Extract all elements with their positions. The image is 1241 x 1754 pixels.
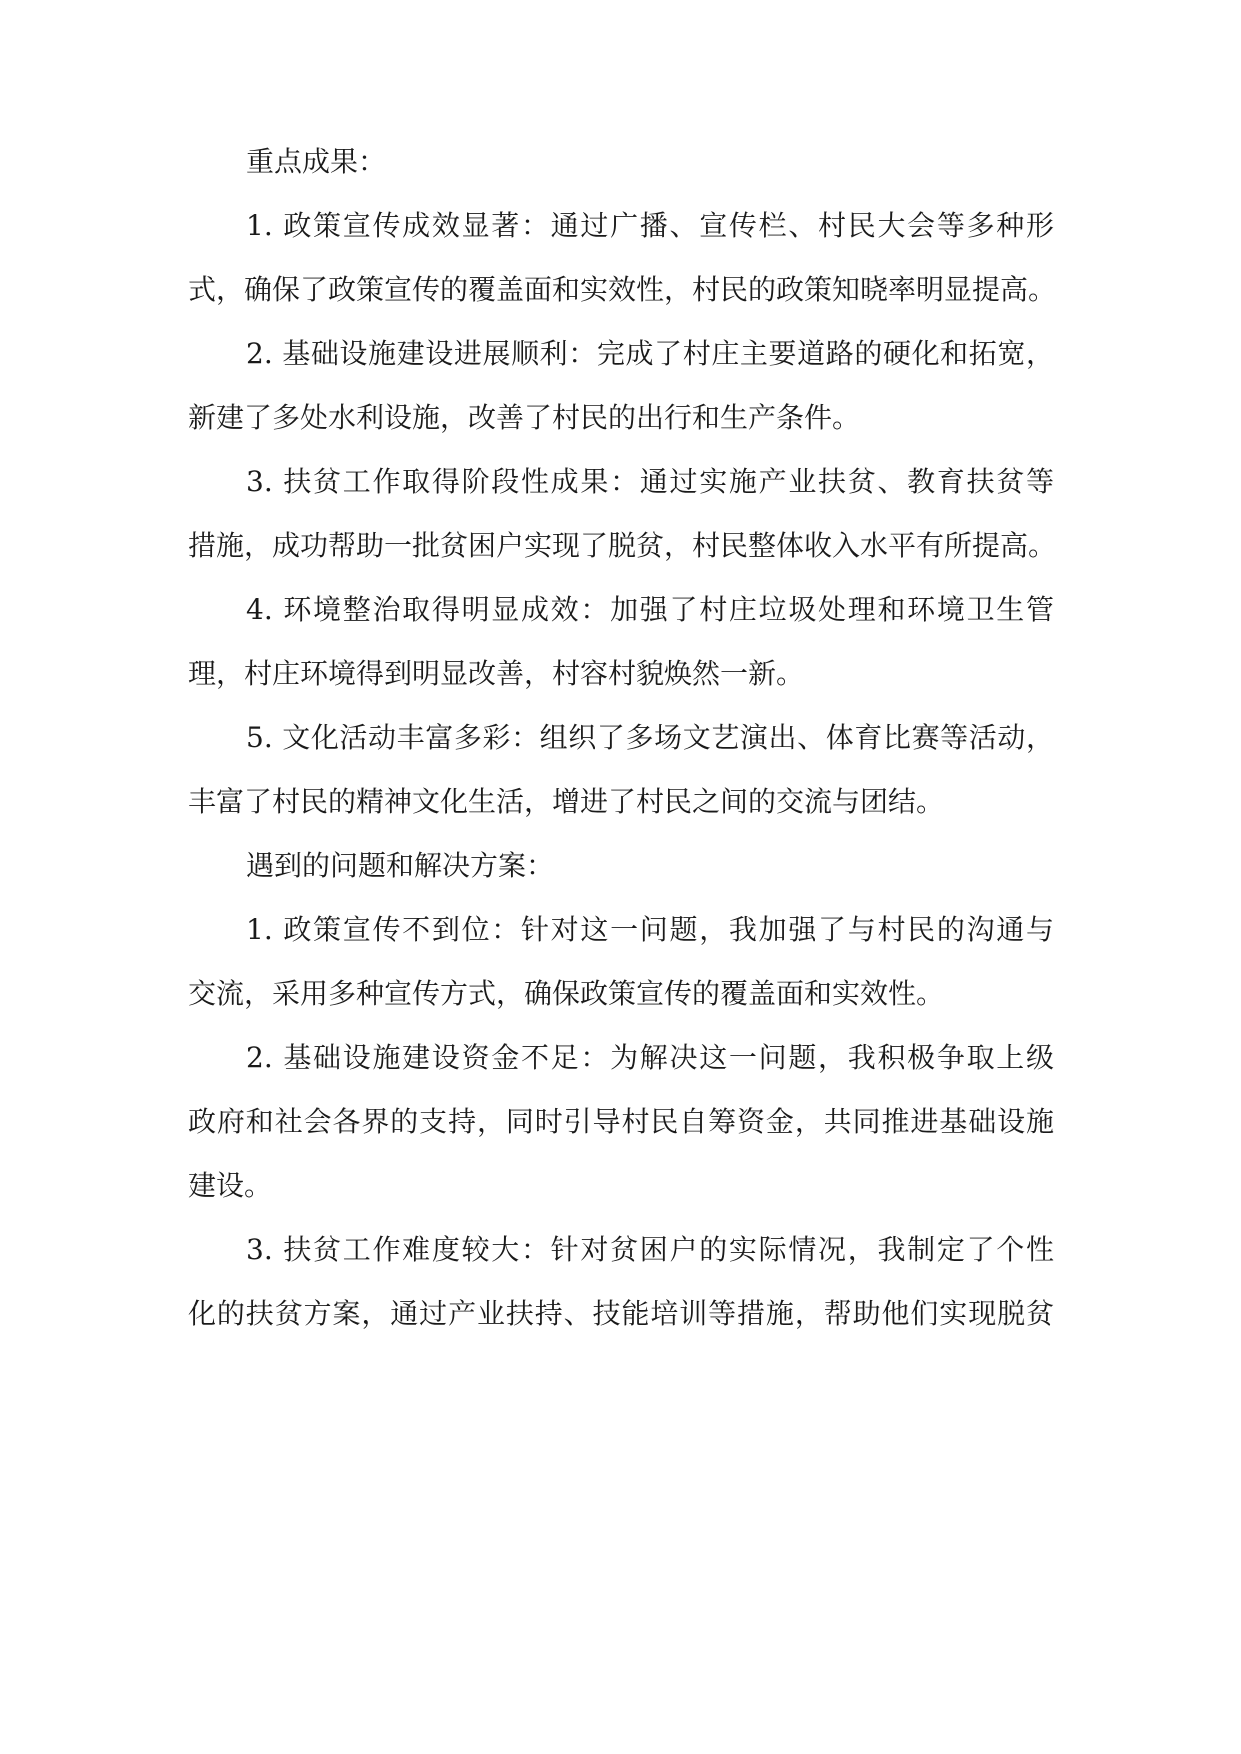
paragraph-line: 丰富了村民的精神文化生活，增进了村民之间的交流与团结。 (188, 785, 945, 818)
heading-problems-solutions: 遇到的问题和解决方案： (246, 849, 555, 882)
paragraph-line: 政府和社会各界的支持，同时引导村民自筹资金，共同推进基础设施 (188, 1105, 1054, 1138)
paragraph-line: 3. 扶贫工作难度较大：针对贫困户的实际情况，我制定了个性 (246, 1233, 1054, 1266)
paragraph-line: 交流，采用多种宣传方式，确保政策宣传的覆盖面和实效性。 (188, 977, 945, 1010)
paragraph-line: 5. 文化活动丰富多彩：组织了多场文艺演出、体育比赛等活动， (246, 721, 1054, 754)
paragraph-line: 4. 环境整治取得明显成效：加强了村庄垃圾处理和环境卫生管 (246, 593, 1054, 626)
paragraph-line: 新建了多处水利设施，改善了村民的出行和生产条件。 (188, 401, 861, 434)
paragraph-line: 化的扶贫方案，通过产业扶持、技能培训等措施，帮助他们实现脱贫 (188, 1297, 1054, 1330)
heading-key-results: 重点成果： (246, 145, 387, 178)
paragraph-line: 1. 政策宣传成效显著：通过广播、宣传栏、村民大会等多种形 (246, 209, 1054, 242)
paragraph-line: 3. 扶贫工作取得阶段性成果：通过实施产业扶贫、教育扶贫等 (246, 465, 1054, 498)
paragraph-line: 措施，成功帮助一批贫困户实现了脱贫，村民整体收入水平有所提高。 (188, 529, 1057, 562)
paragraph-line: 2. 基础设施建设资金不足：为解决这一问题，我积极争取上级 (246, 1041, 1054, 1074)
paragraph-line: 1. 政策宣传不到位：针对这一问题，我加强了与村民的沟通与 (246, 913, 1054, 946)
paragraph-line: 式，确保了政策宣传的覆盖面和实效性，村民的政策知晓率明显提高。 (188, 273, 1057, 306)
paragraph-line: 2. 基础设施建设进展顺利：完成了村庄主要道路的硬化和拓宽， (246, 337, 1054, 370)
paragraph-line: 建设。 (188, 1169, 273, 1202)
paragraph-line: 理，村庄环境得到明显改善，村容村貌焕然一新。 (188, 657, 805, 690)
